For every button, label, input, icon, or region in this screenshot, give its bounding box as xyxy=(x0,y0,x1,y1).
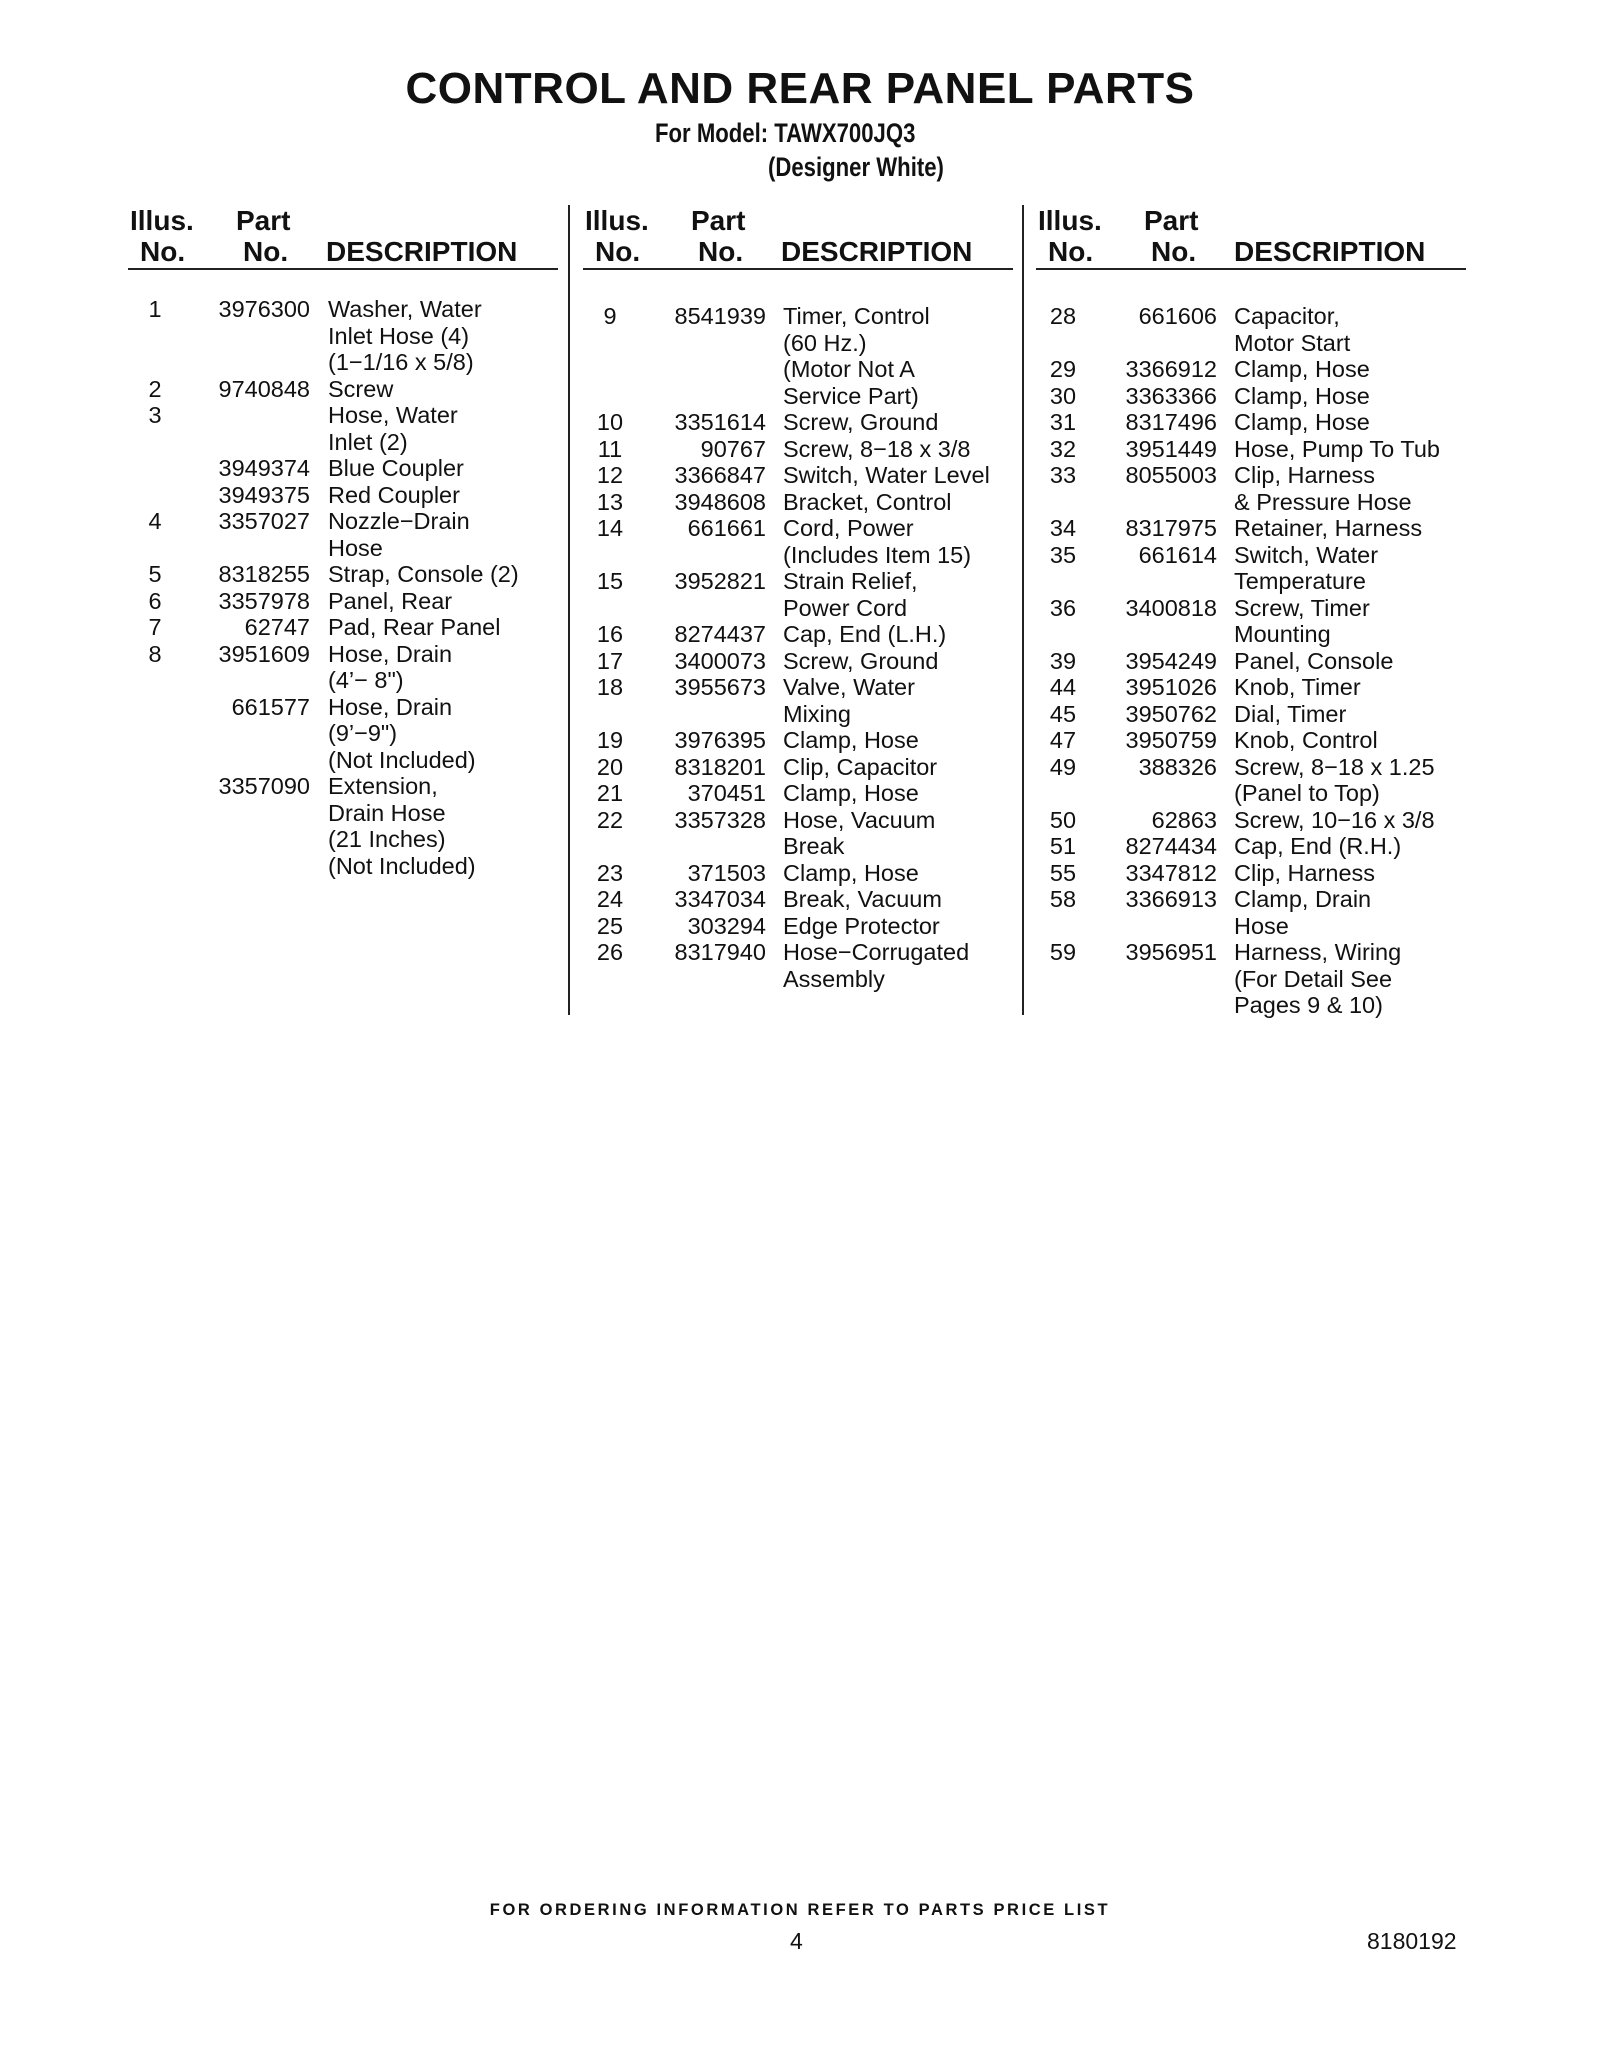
illus-number: 15 xyxy=(596,568,624,594)
part-description: Inlet Hose (4) xyxy=(328,322,470,349)
page-number: 4 xyxy=(790,1928,803,1954)
description-label: DESCRIPTION xyxy=(781,236,973,267)
part-row xyxy=(130,428,408,456)
part-row xyxy=(130,773,438,800)
part-row xyxy=(585,462,990,489)
illus-number: 8 xyxy=(148,640,162,667)
part-description: Mixing xyxy=(783,700,851,727)
part-number: 62863 xyxy=(1151,806,1217,833)
illus-number: 31 xyxy=(1049,409,1077,435)
part-row xyxy=(130,322,470,350)
part-row xyxy=(1038,515,1423,542)
illus-number: 28 xyxy=(1049,303,1077,329)
illus-number: 58 xyxy=(1049,886,1077,912)
part-description: Retainer, Harness xyxy=(1234,515,1423,541)
part-number: 303294 xyxy=(687,912,766,939)
part-description: Valve, Water xyxy=(783,674,915,700)
illus-label: Illus. xyxy=(585,205,649,236)
part-row xyxy=(585,329,867,357)
part-description: Strap, Console (2) xyxy=(328,561,519,587)
part-row xyxy=(130,481,460,509)
part-description: Clamp, Hose xyxy=(783,780,919,806)
part-row xyxy=(1038,674,1361,701)
part-row xyxy=(1038,462,1376,489)
column-divider xyxy=(568,205,570,1015)
part-description: Inlet (2) xyxy=(328,428,408,455)
part-row xyxy=(1038,382,1370,410)
part-row xyxy=(1038,409,1370,436)
illus-number: 34 xyxy=(1049,515,1077,541)
part-row xyxy=(1038,833,1402,860)
part-description: Cap, End (R.H.) xyxy=(1234,833,1402,859)
part-description: Drain Hose xyxy=(328,799,446,826)
part-description: Hose, Drain xyxy=(328,693,453,720)
illus-number: 25 xyxy=(596,912,624,939)
part-row xyxy=(130,402,458,429)
part-number: 8318255 xyxy=(218,561,310,587)
part-number: 3951026 xyxy=(1125,674,1217,700)
part-description: (For Detail See xyxy=(1234,965,1393,992)
part-number: 8317496 xyxy=(1125,409,1217,435)
illus-number: 9 xyxy=(603,303,617,329)
part-description: Clip, Harness xyxy=(1234,462,1376,488)
part-number: 371503 xyxy=(687,859,766,886)
illus-number: 44 xyxy=(1049,674,1077,700)
part-number: 3366913 xyxy=(1125,886,1217,912)
part-number: 8274434 xyxy=(1125,833,1217,859)
part-number: 3400073 xyxy=(674,647,766,674)
part-description: Washer, Water xyxy=(328,296,482,322)
part-row xyxy=(585,806,936,834)
part-description: Clamp, Hose xyxy=(1234,409,1370,435)
part-row xyxy=(1038,303,1340,330)
document-number: 8180192 xyxy=(1367,1928,1457,1954)
part-label: Part xyxy=(691,205,746,236)
header-rule xyxy=(583,268,1013,270)
illus-number: 35 xyxy=(1049,541,1077,568)
part-number: 9740848 xyxy=(218,375,310,402)
part-row xyxy=(1038,700,1347,728)
parts-list xyxy=(585,303,990,992)
part-number: 3951609 xyxy=(218,640,310,667)
part-row xyxy=(1038,965,1393,993)
part-row xyxy=(585,647,939,675)
part-description: (60 Hz.) xyxy=(783,329,867,356)
part-number: 3956951 xyxy=(1125,939,1217,965)
header-rule xyxy=(128,268,558,270)
model-number: For Model: TAWX700JQ3 xyxy=(655,118,916,148)
part-description: Break, Vacuum xyxy=(783,886,942,912)
part-row xyxy=(130,375,394,403)
part-row xyxy=(1038,859,1376,887)
part-row xyxy=(130,614,501,641)
part-description: Blue Coupler xyxy=(328,455,464,481)
part-number: 388326 xyxy=(1138,753,1217,780)
part-row xyxy=(585,833,845,860)
part-no-label: No. xyxy=(243,236,289,267)
part-row xyxy=(130,455,464,482)
column-header xyxy=(1038,205,1468,269)
illus-number: 21 xyxy=(596,780,624,806)
part-row xyxy=(1038,806,1435,834)
part-description: Hose−Corrugated xyxy=(783,939,970,965)
part-description: Extension, xyxy=(328,773,438,799)
part-number: 370451 xyxy=(687,780,766,806)
part-number: 3950759 xyxy=(1125,727,1217,753)
part-description: (Includes Item 15) xyxy=(783,541,972,568)
part-description: & Pressure Hose xyxy=(1234,488,1412,515)
part-row xyxy=(1038,939,1402,966)
part-number: 3955673 xyxy=(674,674,766,700)
illus-number: 36 xyxy=(1049,594,1077,621)
part-row xyxy=(130,508,470,535)
part-row xyxy=(1038,727,1378,754)
part-row xyxy=(1038,568,1366,595)
page-title: CONTROL AND REAR PANEL PARTS xyxy=(405,64,1195,113)
illus-number: 4 xyxy=(148,508,162,534)
parts-list xyxy=(1038,303,1440,1019)
part-description: (Panel to Top) xyxy=(1234,780,1380,806)
part-row xyxy=(585,965,885,993)
part-description: (Motor Not A xyxy=(783,356,915,382)
part-number: 8055003 xyxy=(1125,462,1217,488)
part-description: Clamp, Drain xyxy=(1234,886,1372,912)
part-row xyxy=(1038,356,1370,383)
part-no-label: No. xyxy=(698,236,744,267)
part-description: (Not Included) xyxy=(328,746,476,773)
part-row xyxy=(585,356,915,383)
part-number: 3363366 xyxy=(1125,382,1217,409)
illus-number: 59 xyxy=(1049,939,1077,965)
part-description: Clamp, Hose xyxy=(1234,382,1370,409)
illus-no-label: No. xyxy=(140,236,186,267)
part-row xyxy=(585,621,947,648)
illus-number: 6 xyxy=(148,587,162,614)
parts-column-2 xyxy=(585,205,1015,992)
part-description: Service Part) xyxy=(783,382,919,409)
part-description: Clip, Capacitor xyxy=(783,753,938,780)
part-description: Assembly xyxy=(783,965,885,992)
part-row xyxy=(130,852,476,880)
part-label: Part xyxy=(236,205,291,236)
part-description: Screw, Timer xyxy=(1234,594,1370,621)
part-description: Cap, End (L.H.) xyxy=(783,621,947,647)
model-finish: (Designer White) xyxy=(768,152,944,182)
illus-number: 29 xyxy=(1049,356,1077,382)
part-description: (9’−9") xyxy=(328,720,398,746)
part-label: Part xyxy=(1144,205,1199,236)
part-row xyxy=(130,693,453,721)
part-description: Bracket, Control xyxy=(783,488,952,515)
part-row xyxy=(585,912,940,940)
part-row xyxy=(130,534,383,562)
column-header xyxy=(130,205,560,269)
illus-number: 11 xyxy=(597,435,623,462)
part-row xyxy=(130,720,398,747)
part-row xyxy=(585,594,908,622)
part-number: 8317940 xyxy=(674,939,766,965)
illus-number: 51 xyxy=(1049,833,1077,859)
illus-number: 45 xyxy=(1049,700,1077,727)
part-description: Panel, Console xyxy=(1234,647,1394,674)
part-description: Pad, Rear Panel xyxy=(328,614,501,640)
part-description: (4’− 8") xyxy=(328,667,404,693)
part-number: 3357328 xyxy=(674,806,766,833)
illus-number: 5 xyxy=(148,561,162,587)
part-number: 8318201 xyxy=(674,753,766,780)
illus-number: 14 xyxy=(596,515,624,541)
illus-number: 2 xyxy=(148,375,162,402)
part-description: Knob, Control xyxy=(1234,727,1378,753)
part-description: Switch, Water Level xyxy=(783,462,990,488)
part-row xyxy=(585,780,919,807)
ordering-note: FOR ORDERING INFORMATION REFER TO PARTS PRICE LIST xyxy=(489,1901,1111,1919)
part-row xyxy=(585,435,971,463)
part-description: Hose, Drain xyxy=(328,640,453,667)
part-number: 3351614 xyxy=(674,409,766,435)
illus-no-label: No. xyxy=(595,236,641,267)
part-row xyxy=(130,296,482,323)
part-description: Hose xyxy=(328,534,383,561)
illus-number: 23 xyxy=(596,859,624,886)
parts-column-3 xyxy=(1038,205,1468,1018)
part-row xyxy=(130,349,474,376)
part-description: Screw, 10−16 x 3/8 xyxy=(1234,806,1435,833)
part-description: (1−1/16 x 5/8) xyxy=(328,349,474,375)
part-number: 3366912 xyxy=(1125,356,1217,382)
part-description: Clamp, Hose xyxy=(783,727,919,753)
part-number: 661614 xyxy=(1138,541,1217,568)
part-description: Hose, Vacuum xyxy=(783,806,936,833)
part-number: 8274437 xyxy=(674,621,766,647)
part-row xyxy=(585,700,851,728)
part-row xyxy=(1038,992,1383,1019)
part-number: 3400818 xyxy=(1125,594,1217,621)
part-row xyxy=(1038,780,1380,807)
part-number: 3949374 xyxy=(218,455,310,481)
part-description: Screw xyxy=(328,375,394,402)
part-number: 3347034 xyxy=(674,886,766,912)
part-row xyxy=(585,382,919,410)
part-number: 3954249 xyxy=(1125,647,1217,674)
part-number: 3976300 xyxy=(218,296,310,322)
illus-number: 22 xyxy=(596,806,624,833)
part-number: 62747 xyxy=(244,614,310,640)
part-description: Red Coupler xyxy=(328,481,460,508)
parts-list xyxy=(130,296,519,879)
illus-label: Illus. xyxy=(1038,205,1102,236)
part-description: Mounting xyxy=(1234,621,1331,647)
description-label: DESCRIPTION xyxy=(326,236,518,267)
part-row xyxy=(1038,541,1379,569)
illus-number: 39 xyxy=(1049,647,1077,674)
part-row xyxy=(585,753,938,781)
illus-number: 32 xyxy=(1049,435,1077,462)
illus-number: 33 xyxy=(1049,462,1077,488)
part-description: Panel, Rear xyxy=(328,587,453,614)
part-number: 3952821 xyxy=(674,568,766,594)
part-number: 8541939 xyxy=(674,303,766,329)
part-number: 3976395 xyxy=(674,727,766,753)
part-row xyxy=(585,541,972,569)
part-number: 3357978 xyxy=(218,587,310,614)
part-description: Power Cord xyxy=(783,594,908,621)
header-rule xyxy=(1036,268,1466,270)
part-description: Screw, 8−18 x 1.25 xyxy=(1234,753,1435,780)
illus-no-label: No. xyxy=(1048,236,1094,267)
illus-label: Illus. xyxy=(130,205,194,236)
part-row xyxy=(585,727,919,754)
part-description: Nozzle−Drain xyxy=(328,508,470,534)
part-row xyxy=(1038,753,1435,781)
part-number: 3949375 xyxy=(218,481,310,508)
part-description: Screw, Ground xyxy=(783,409,939,435)
part-row xyxy=(130,746,476,774)
part-number: 3357090 xyxy=(218,773,310,799)
part-description: Motor Start xyxy=(1234,329,1351,356)
illus-number: 50 xyxy=(1049,806,1077,833)
illus-number: 47 xyxy=(1049,727,1077,753)
part-row xyxy=(1038,621,1331,648)
illus-number: 7 xyxy=(148,614,162,640)
part-description: Capacitor, xyxy=(1234,303,1340,329)
part-description: Screw, 8−18 x 3/8 xyxy=(783,435,971,462)
part-row xyxy=(585,674,915,701)
illus-number: 24 xyxy=(596,886,624,912)
part-row xyxy=(585,409,939,436)
column-divider xyxy=(1022,205,1024,1015)
part-description: Screw, Ground xyxy=(783,647,939,674)
part-description: Harness, Wiring xyxy=(1234,939,1402,965)
part-row xyxy=(585,568,918,595)
part-description: Clip, Harness xyxy=(1234,859,1376,886)
part-row xyxy=(1038,594,1370,622)
part-number: 661577 xyxy=(231,693,310,720)
parts-column-1 xyxy=(130,205,560,879)
description-label: DESCRIPTION xyxy=(1234,236,1426,267)
part-description: Timer, Control xyxy=(783,303,930,329)
part-row xyxy=(1038,912,1289,940)
illus-number: 3 xyxy=(148,402,162,428)
illus-number: 10 xyxy=(596,409,624,435)
illus-number: 30 xyxy=(1049,382,1077,409)
part-number: 3347812 xyxy=(1125,859,1217,886)
part-description: Pages 9 & 10) xyxy=(1234,992,1383,1018)
part-no-label: No. xyxy=(1151,236,1197,267)
illus-number: 1 xyxy=(148,296,162,322)
part-description: Switch, Water xyxy=(1234,541,1379,568)
illus-number: 19 xyxy=(596,727,624,753)
part-row xyxy=(585,515,914,542)
part-description: Clamp, Hose xyxy=(783,859,919,886)
part-row xyxy=(130,799,446,827)
part-number: 661606 xyxy=(1138,303,1217,329)
part-row xyxy=(130,640,453,668)
part-row xyxy=(585,886,942,913)
illus-number: 20 xyxy=(596,753,624,780)
part-row xyxy=(1038,329,1351,357)
part-description: Knob, Timer xyxy=(1234,674,1361,700)
illus-number: 18 xyxy=(596,674,624,700)
part-row xyxy=(130,587,453,615)
part-row xyxy=(585,303,930,330)
part-row xyxy=(130,667,404,694)
part-description: Cord, Power xyxy=(783,515,914,541)
part-description: Hose xyxy=(1234,912,1289,939)
part-row xyxy=(130,561,519,588)
part-description: (Not Included) xyxy=(328,852,476,879)
illus-number: 12 xyxy=(596,462,624,488)
illus-number: 55 xyxy=(1049,859,1077,886)
illus-number: 26 xyxy=(596,939,624,965)
part-number: 3357027 xyxy=(218,508,310,534)
part-description: Dial, Timer xyxy=(1234,700,1347,727)
part-row xyxy=(1038,886,1372,913)
illus-number: 17 xyxy=(596,647,624,674)
part-number: 3948608 xyxy=(674,488,766,515)
part-row xyxy=(1038,435,1440,463)
part-row xyxy=(1038,488,1412,516)
part-number: 661661 xyxy=(687,515,766,541)
column-header xyxy=(585,205,1015,269)
illus-number: 13 xyxy=(596,488,624,515)
part-description: Edge Protector xyxy=(783,912,940,939)
part-description: Temperature xyxy=(1234,568,1366,594)
part-description: Hose, Water xyxy=(328,402,458,428)
part-description: Break xyxy=(783,833,845,859)
illus-number: 16 xyxy=(596,621,624,647)
part-row xyxy=(585,488,952,516)
part-description: Strain Relief, xyxy=(783,568,918,594)
part-row xyxy=(1038,647,1394,675)
part-number: 3950762 xyxy=(1125,700,1217,727)
part-number: 3366847 xyxy=(674,462,766,488)
part-number: 90767 xyxy=(700,435,766,462)
part-row xyxy=(585,939,970,966)
part-description: Hose, Pump To Tub xyxy=(1234,435,1440,462)
part-row xyxy=(585,859,919,887)
part-description: (21 Inches) xyxy=(328,826,446,852)
part-description: Clamp, Hose xyxy=(1234,356,1370,382)
part-number: 3951449 xyxy=(1125,435,1217,462)
part-row xyxy=(130,826,446,853)
illus-number: 49 xyxy=(1049,753,1077,780)
part-number: 8317975 xyxy=(1125,515,1217,541)
